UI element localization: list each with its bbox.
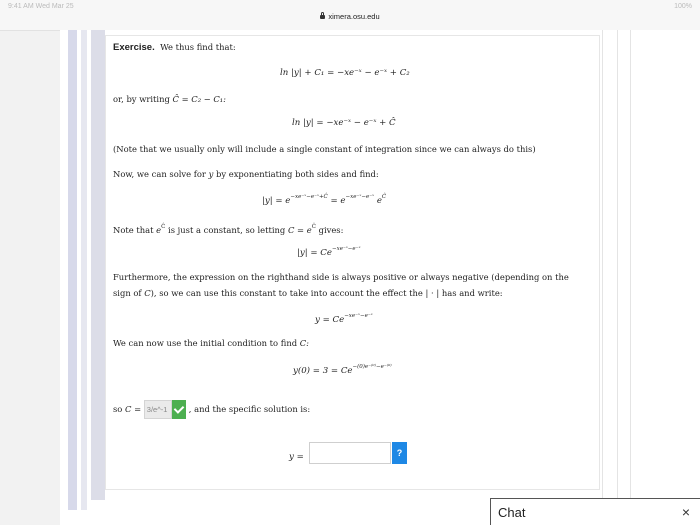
browser-top-bar bbox=[0, 0, 700, 31]
divider bbox=[630, 30, 631, 500]
equation-3: $|y| = e^{-xe^-ˣ-e^-ˣ+Ĉ} = e^{-xe^-ˣ-e^-ˣ}$ $e^Ĉ$ bbox=[262, 194, 387, 206]
note-constant-row: Note that $e^Ĉ$ is just a constant, so letting $C = e^Ĉ$ gives: bbox=[113, 224, 344, 235]
url-text: ximera.osu.edu bbox=[328, 12, 380, 21]
close-icon[interactable]: × bbox=[681, 504, 690, 520]
exercise-intro: We thus find that: bbox=[160, 42, 236, 52]
equation-1: ln |y| + C₁ = −xe⁻ˣ − e⁻ˣ + C₂ bbox=[280, 68, 410, 78]
chat-label: Chat bbox=[498, 505, 526, 520]
equation-6: $y(0) = 3 = Ce^{-(0)e^{-(0)}-e^{-(0)}}$ bbox=[293, 364, 392, 376]
or-writing-row: or, by writing Ĉ = C₂ − C₁: bbox=[113, 94, 226, 104]
divider bbox=[602, 30, 603, 500]
final-answer-input[interactable] bbox=[309, 442, 391, 464]
nav-stripe bbox=[68, 30, 77, 510]
help-button[interactable]: ? bbox=[392, 442, 407, 464]
divider bbox=[617, 30, 618, 500]
initial-condition-row: We can now use the initial condition to find C: bbox=[113, 338, 309, 348]
now-solve-row: Now, we can solve for y by exponentiating both sides and find: bbox=[113, 169, 379, 179]
furthermore-line-1: Furthermore, the expression on the righthand side is always positive or always negative (depending on the bbox=[113, 272, 569, 282]
nav-stripe bbox=[91, 30, 105, 500]
note-text: (Note that we usually only will include a single constant of integration since we can always do this) bbox=[113, 144, 536, 154]
equation-5: $y = Ce^{-xe^-ˣ-e^-ˣ}$ bbox=[315, 313, 373, 325]
equation-4: $|y| = Ce^{-xe^-ˣ-e^-ˣ}$ bbox=[297, 246, 361, 258]
so-c-row: so C = 3/e^-1 , and the specific solution is: bbox=[113, 400, 310, 419]
final-label: y = bbox=[289, 452, 304, 462]
check-icon bbox=[172, 400, 186, 419]
nav-stripe bbox=[81, 30, 87, 510]
furthermore-line-2: sign of C), so we can use this constant to take into account the effect the | · | has and write: bbox=[113, 288, 503, 298]
chat-widget[interactable] bbox=[490, 498, 700, 525]
lock-icon bbox=[320, 15, 325, 19]
status-time: 9:41 AM Wed Mar 25 bbox=[8, 3, 74, 10]
c-answer-input[interactable]: 3/e^-1 bbox=[144, 400, 172, 419]
exercise-heading-row bbox=[113, 42, 236, 53]
status-battery: 100% bbox=[674, 3, 692, 10]
address-bar[interactable] bbox=[0, 12, 700, 21]
c-hat-definition: Ĉ = C₂ − C₁: bbox=[172, 94, 226, 104]
equation-2: ln |y| = −xe⁻ˣ − e⁻ˣ + Ĉ bbox=[292, 118, 396, 128]
exercise-heading: Exercise. bbox=[113, 42, 155, 53]
